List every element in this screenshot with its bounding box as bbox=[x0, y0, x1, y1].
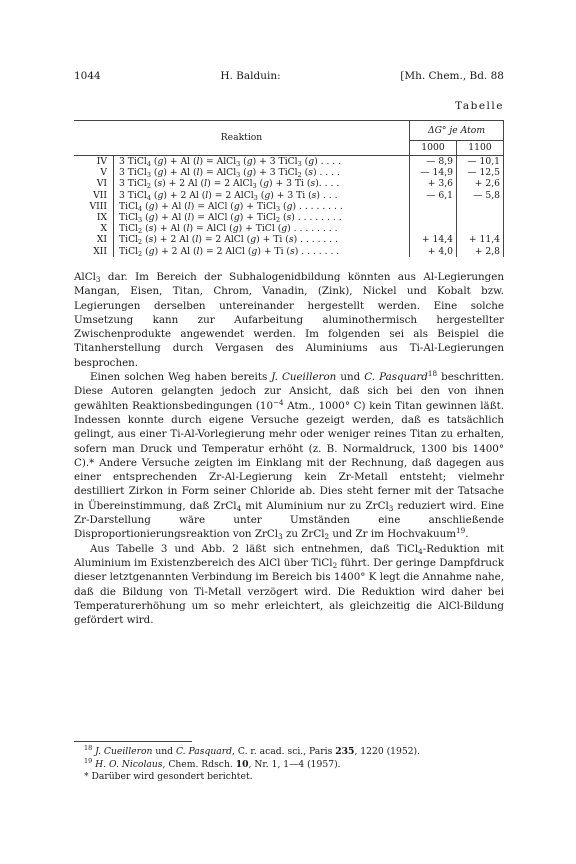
table-row bbox=[74, 178, 504, 189]
dg-1100 bbox=[457, 201, 504, 212]
reaction-id: XI bbox=[96, 234, 107, 246]
reaction-id: IV bbox=[96, 156, 107, 167]
dg-1000 bbox=[410, 201, 457, 212]
dg-1100 bbox=[457, 212, 504, 223]
reaction-id: VIII bbox=[89, 200, 107, 212]
dg-1000 bbox=[410, 212, 457, 223]
reaction-equation: 3 TiCl$_4$ (g) + 2 Al (l) = 2 AlCl$_3$ (g) + 3 Ti (s) . . . bbox=[114, 190, 410, 201]
table-row bbox=[74, 201, 504, 212]
paragraph: Einen solchen Weg haben bereits J. Cueilleron und C. Pasquard$^{18}$ beschritten. Diese Autoren gelangten jedoch zur Ansicht, daß sich bei den von ihnen gewählten Reaktionsbedingungen ($10^{-4}$ Atm., 1000° C) kein Titan gewinnen läßt. Indessen konnte durch eigene Versuche gezeigt werden, daß es tatsächlich gelingt, aus einer Ti-Al-Vorlegierung mehr oder weniger reines Titan zu erhalten, sofern man Druck und Temperatur erhöht (z. B. Normaldruck, 1300 bis 1400° C).* Andere Versuche zeigten im Einklang mit der Rechnung, daß dagegen aus einer entsprechenden Zr-Al-Legierung kein Zr-Metall entsteht; vielmehr destilliert Zirkon in Form seiner Chloride ab. Dies steht ferner mit der Tatsache in Übereinstimmung, daß ZrCl$_4$ mit Aluminium nur zu ZrCl$_3$ reduziert wird. Eine Zr-Darstellung wäre unter Umständen eine anschließende Disproportionierungsreaktion von ZrCl$_3$ zu ZrCl$_2$ und Zr im Hochvakuum$^{19}$. bbox=[74, 369, 505, 542]
reaction-equation: 3 TiCl$_4$ (g) + Al (l) = AlCl$_3$ (g) + 3 TiCl$_3$ (g) . . . . bbox=[114, 156, 410, 168]
reaction-equation: 3 TiCl$_2$ (s) + 2 Al (l) = 2 AlCl$_3$ (g) + 3 Ti (s). . . . bbox=[114, 178, 410, 189]
journal-ref: [Mh. Chem., Bd. 88 bbox=[400, 70, 504, 82]
table-row bbox=[74, 167, 504, 178]
footnote-18: $^{18}$ J. Cueilleron und C. Pasquard, C. r. acad. sci., Paris 235, 1220 (1952). bbox=[84, 744, 421, 757]
body-text bbox=[74, 270, 504, 627]
table-row bbox=[74, 234, 504, 245]
dg-1000: + 4,0 bbox=[410, 246, 457, 257]
reaction-table-body bbox=[74, 156, 504, 257]
reaction-id: IX bbox=[96, 212, 107, 224]
dg-1100: + 2,8 bbox=[457, 246, 504, 257]
table-label: Tabelle bbox=[455, 100, 504, 112]
table-row bbox=[74, 190, 504, 201]
reaction-equation: TiCl$_4$ (g) + Al (l) = AlCl (g) + TiCl$_3$ (g) . . . . . . . . bbox=[114, 201, 410, 212]
reaction-equation: TiCl$_3$ (g) + Al (l) = AlCl (g) + TiCl$_2$ (s) . . . . . . . . bbox=[114, 212, 410, 223]
dg-1000: — 14,9 bbox=[410, 167, 457, 178]
author: H. Balduin: bbox=[220, 70, 281, 82]
footnotes bbox=[84, 746, 504, 784]
col-temp-1000: 1000 bbox=[410, 140, 457, 155]
reaction-id: X bbox=[100, 223, 107, 235]
reaction-equation: 3 TiCl$_3$ (g) + Al (l) = AlCl$_3$ (g) + 3 TiCl$_2$ (s) . . . . bbox=[114, 167, 410, 178]
reaction-id: XII bbox=[93, 245, 107, 257]
dg-1100: — 10,1 bbox=[457, 156, 504, 168]
table-row bbox=[74, 246, 504, 257]
reaction-equation: TiCl$_2$ (s) + 2 Al (l) = 2 AlCl (g) + Ti (s) . . . . . . . bbox=[114, 234, 410, 245]
reaction-id: VI bbox=[96, 178, 107, 190]
col-dg-header: ΔG° je Atom bbox=[410, 121, 504, 141]
col-reaction-header: Reaktion bbox=[74, 121, 410, 156]
reaction-id: V bbox=[100, 167, 107, 179]
table-row bbox=[74, 223, 504, 234]
reaction-equation: TiCl$_2$ (g) + 2 Al (l) = 2 AlCl (g) + Ti (s) . . . . . . . bbox=[114, 246, 410, 257]
reaction-equation: TiCl$_2$ (s) + Al (l) = AlCl (g) + TiCl (g) . . . . . . . . bbox=[114, 223, 410, 234]
dg-1000: + 14,4 bbox=[410, 234, 457, 245]
dg-1100 bbox=[457, 223, 504, 234]
dg-1100: — 12,5 bbox=[457, 167, 504, 178]
footnote-asterisk: * Darüber wird gesondert berichtet. bbox=[84, 771, 253, 782]
footnote-19: $^{19}$ H. O. Nicolaus, Chem. Rdsch. 10, Nr. 1, 1—4 (1957). bbox=[84, 756, 341, 770]
table-row bbox=[74, 212, 504, 223]
dg-1100: + 11,4 bbox=[457, 234, 504, 245]
dg-1000: — 6,1 bbox=[410, 190, 457, 201]
dg-1000: + 3,6 bbox=[410, 178, 457, 189]
dg-1100: + 2,6 bbox=[457, 178, 504, 189]
running-header bbox=[74, 70, 504, 82]
footnote-rule bbox=[74, 741, 192, 742]
col-temp-1100: 1100 bbox=[457, 140, 504, 155]
paragraph: Aus Tabelle 3 und Abb. 2 läßt sich entnehmen, daß TiCl$_4$-Reduktion mit Aluminium im Existenzbereich des AlCl über TiCl$_2$ führt. Der geringe Dampfdruck dieser letztgenannten Verbindung im Bereich bis 1400° K legt die Annahme nahe, daß die Bildung von Ti-Metall verzögert wird. Die Reduktion wird daher bei Temperaturerhöhung um so mehr erleichtert, als gleichzeitig die AlCl-Bildung gefördert wird. bbox=[74, 542, 504, 627]
reaction-table bbox=[74, 120, 504, 257]
page-number: 1044 bbox=[74, 70, 101, 82]
reaction-id: VII bbox=[93, 189, 107, 201]
dg-1100: — 5,8 bbox=[457, 190, 504, 201]
dg-1000 bbox=[410, 223, 457, 234]
dg-1000: — 8,9 bbox=[410, 156, 457, 168]
paragraph: AlCl$_3$ dar. Im Bereich der Subhalogenidbildung könnten aus Al-Legierungen Mangan, Eisen, Titan, Chrom, Vanadin, (Zink), Nickel und Kobalt bzw. Legierungen derselben untereinander hergestellt werden. Eine solche Umsetzung kann zur Aufarbeitung aluminothermisch hergestellter Zwischenprodukte angewendet werden. Im folgenden sei als Beispiel die Titanherstellung durch Vergasen des Aluminiums aus Ti-Al-Legierungen besprochen. bbox=[74, 271, 504, 369]
table-row bbox=[74, 156, 504, 168]
